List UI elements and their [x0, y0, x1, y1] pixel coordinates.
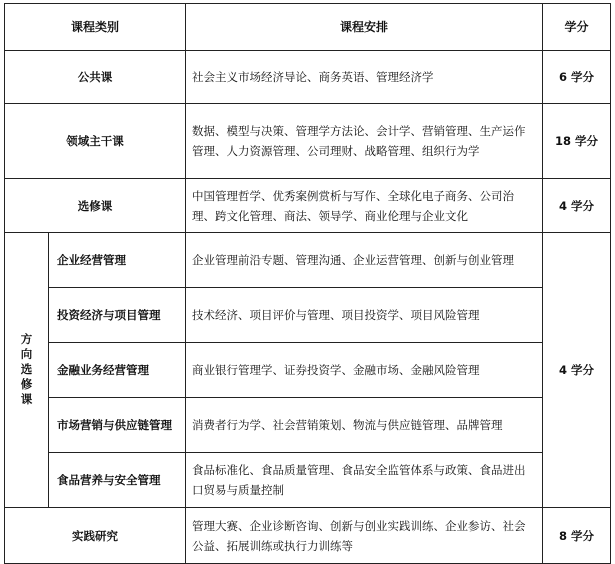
table-row — [5, 398, 611, 453]
table-row — [5, 453, 611, 508]
table-row — [5, 508, 611, 564]
credits-cell: 6 学分 — [543, 51, 611, 104]
credits-cell: 4 学分 — [543, 179, 611, 233]
direction-name-cell: 市场营销与供应链管理 — [49, 398, 186, 453]
category-cell: 公共课 — [5, 51, 186, 104]
header-row — [5, 4, 611, 51]
direction-category-cell — [5, 233, 49, 508]
direction-name-cell: 企业经营管理 — [49, 233, 186, 288]
category-cell: 选修课 — [5, 179, 186, 233]
courses-cell: 消费者行为学、社会营销策划、物流与供应链管理、品牌管理 — [186, 398, 543, 453]
table-row — [5, 51, 611, 104]
table-row — [5, 179, 611, 233]
courses-cell: 商业银行管理学、证券投资学、金融市场、金融风险管理 — [186, 343, 543, 398]
courses-cell: 数据、模型与决策、管理学方法论、会计学、营销管理、生产运作管理、人力资源管理、公司理财、战略管理、组织行为学 — [186, 104, 543, 179]
credits-cell: 8 学分 — [543, 508, 611, 564]
header-category: 课程类别 — [5, 4, 186, 51]
table-row — [5, 288, 611, 343]
direction-name-cell: 投资经济与项目管理 — [49, 288, 186, 343]
credits-cell: 18 学分 — [543, 104, 611, 179]
direction-name-cell: 食品营养与安全管理 — [49, 453, 186, 508]
header-schedule: 课程安排 — [186, 4, 543, 51]
header-credits: 学分 — [543, 4, 611, 51]
direction-name-cell: 金融业务经营管理 — [49, 343, 186, 398]
table-row — [5, 104, 611, 179]
courses-cell: 管理大赛、企业诊断咨询、创新与创业实践训练、企业参访、社会公益、拓展训练或执行力训练等 — [186, 508, 543, 564]
courses-cell: 技术经济、项目评价与管理、项目投资学、项目风险管理 — [186, 288, 543, 343]
direction-credits-cell: 4 学分 — [543, 233, 611, 508]
courses-cell: 企业管理前沿专题、管理沟通、企业运营管理、创新与创业管理 — [186, 233, 543, 288]
table-row — [5, 233, 611, 288]
category-cell: 领域主干课 — [5, 104, 186, 179]
courses-cell: 中国管理哲学、优秀案例赏析与写作、全球化电子商务、公司治理、跨文化管理、商法、领导学、商业伦理与企业文化 — [186, 179, 543, 233]
courses-cell: 食品标准化、食品质量管理、食品安全监管体系与政策、食品进出口贸易与质量控制 — [186, 453, 543, 508]
category-cell: 实践研究 — [5, 508, 186, 564]
curriculum-table — [4, 3, 611, 564]
table-row — [5, 343, 611, 398]
direction-label: 方向选修课 — [20, 331, 33, 406]
courses-cell: 社会主义市场经济导论、商务英语、管理经济学 — [186, 51, 543, 104]
